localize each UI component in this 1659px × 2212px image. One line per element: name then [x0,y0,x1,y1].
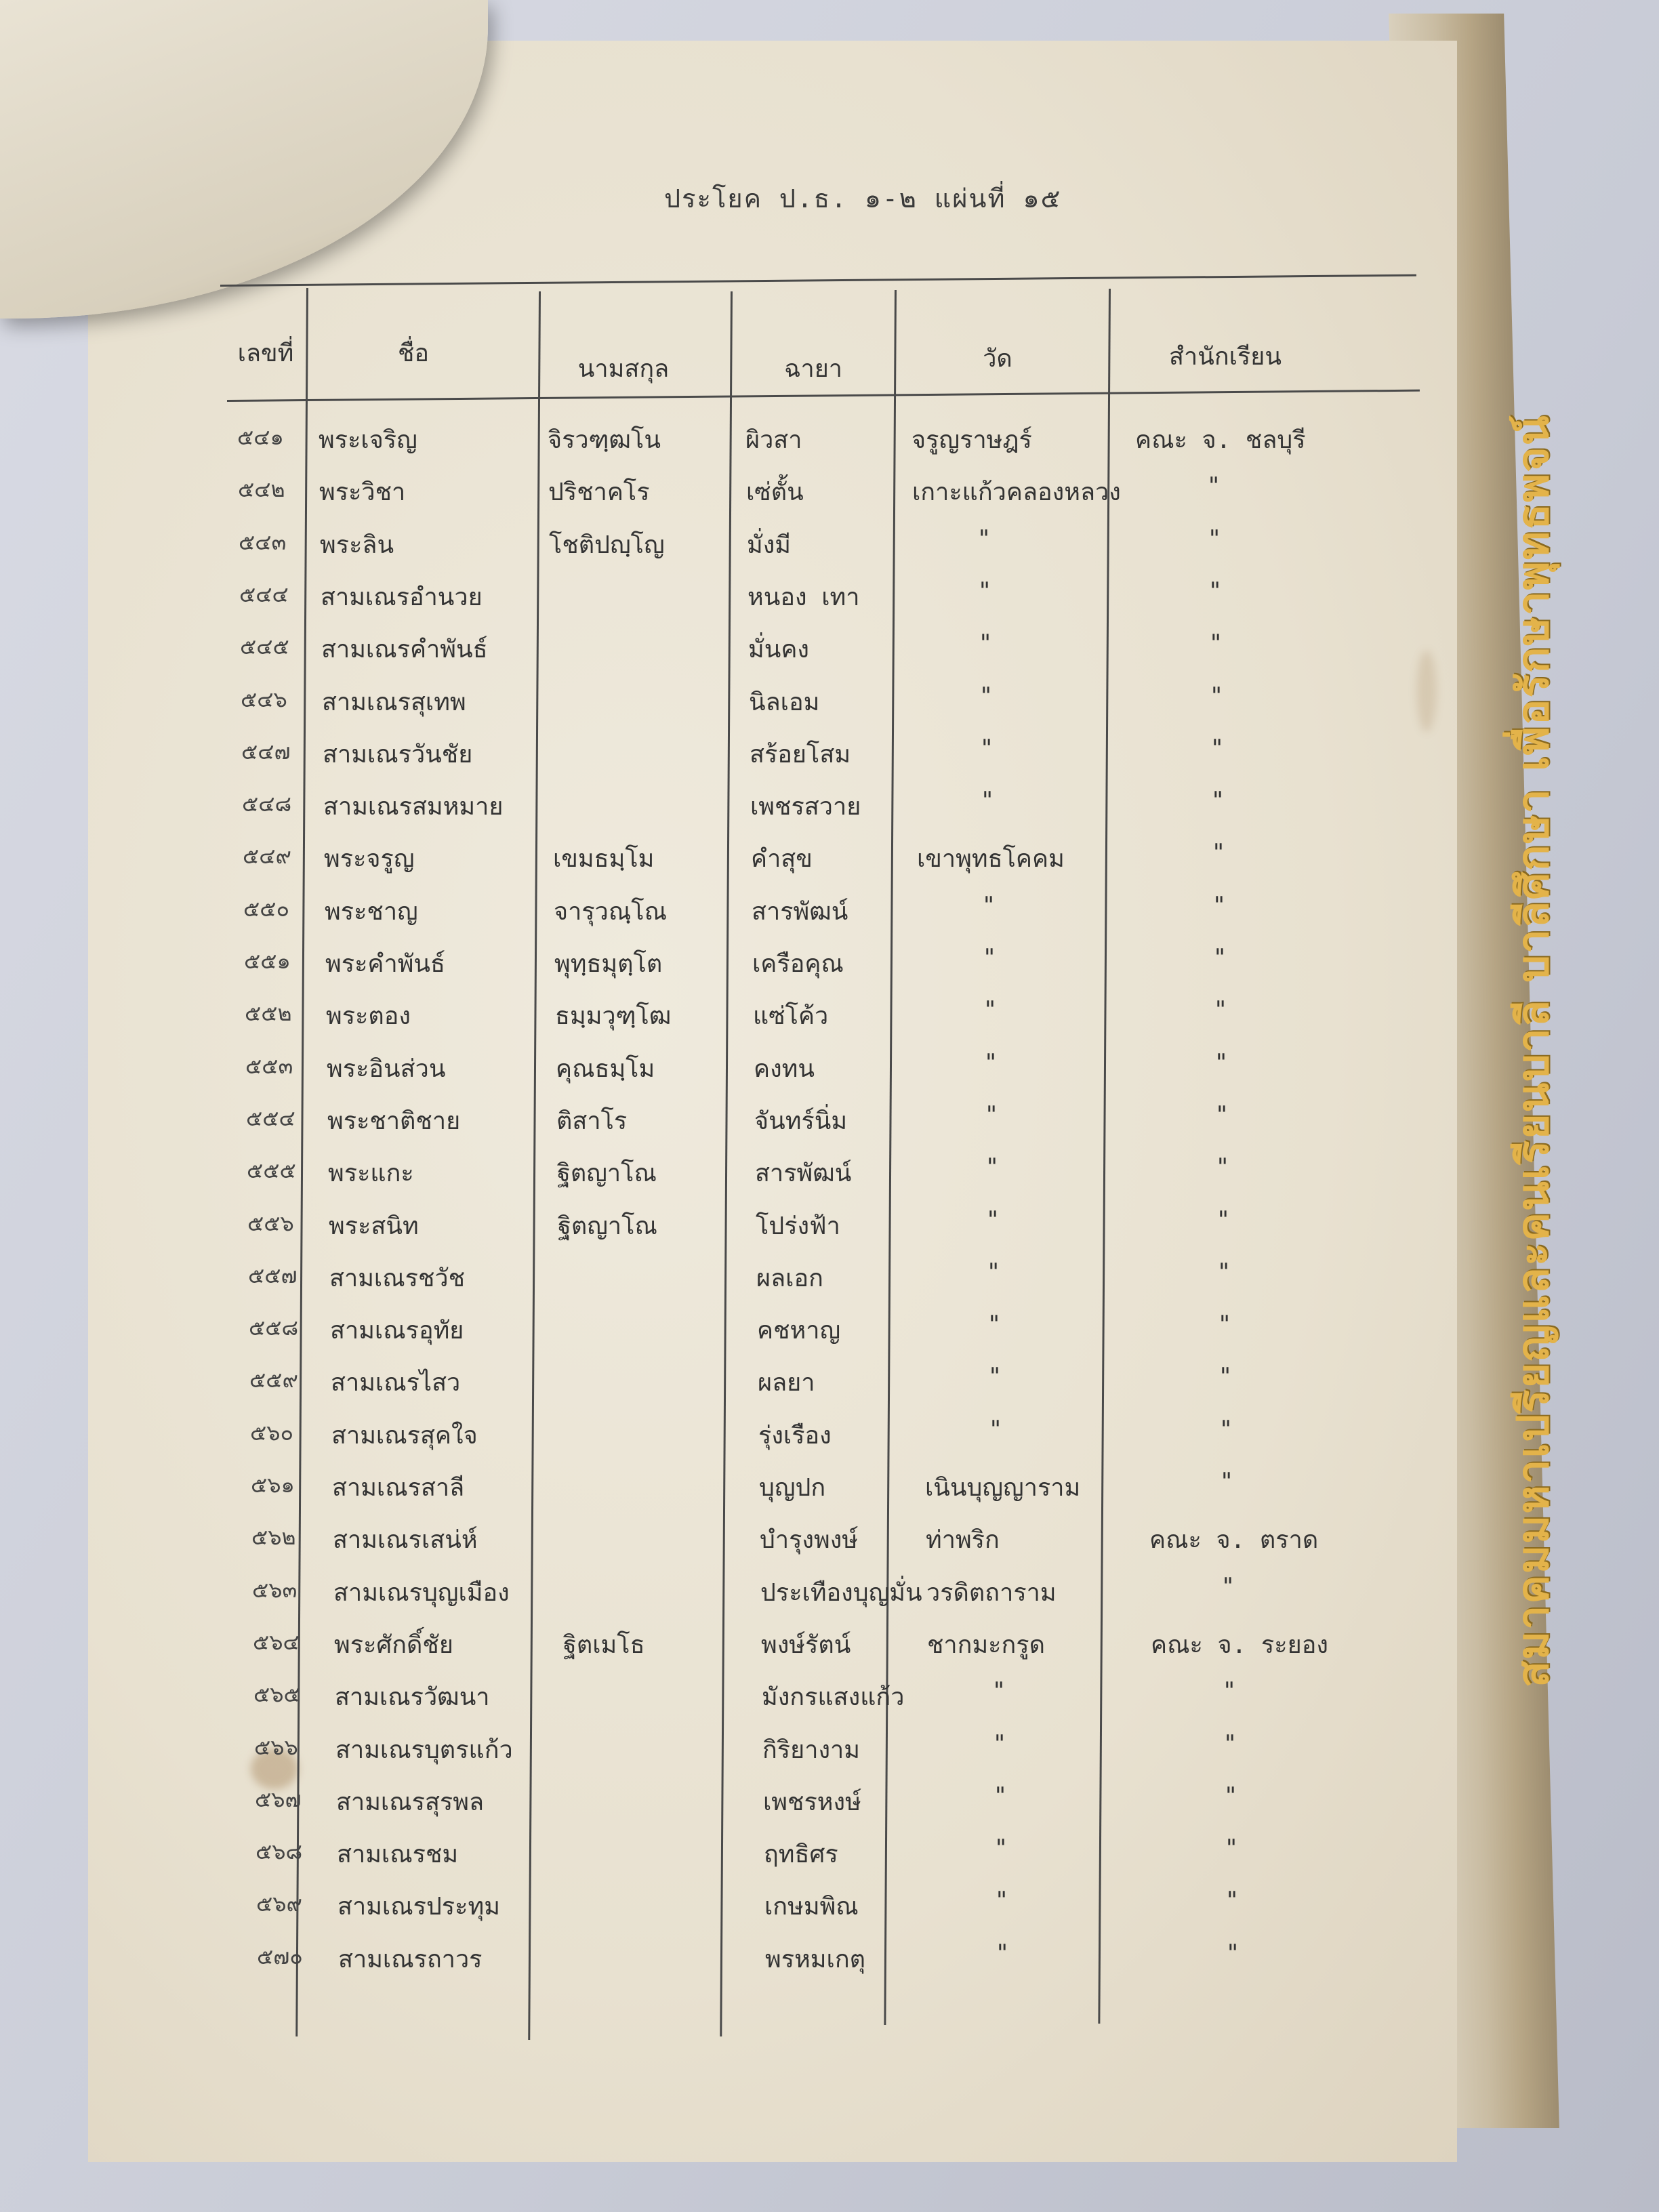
cell-wat: " [977,525,991,552]
cell-surname: ติสาโร [556,1107,628,1135]
cell-school: " [1221,1572,1235,1600]
cell-number: ๕๖๙ [256,1891,302,1917]
cell-number: ๕๕๕ [247,1158,296,1184]
cell-number: ๕๔๙ [243,843,291,869]
cell-number: ๕๔๘ [242,791,292,817]
cell-number: ๕๖๖ [254,1734,298,1760]
cell-name: พระจรูญ [324,845,415,874]
cell-wat: ชากมะกรูด [927,1631,1046,1659]
cell-wat: " [987,1363,1002,1391]
cell-school: " [1214,1048,1229,1076]
cell-name: สามเณรถาวร [338,1945,483,1973]
cell-school: " [1215,1153,1230,1181]
cell-number: ๕๕๐ [243,895,289,922]
cell-chaya: กิริยางาม [762,1736,860,1764]
cell-wat: วรดิตถาราม [926,1578,1057,1607]
cell-chaya: พรหมเกตุ [765,1945,866,1973]
cell-school: " [1223,1729,1237,1757]
cell-wat: " [981,891,996,919]
cell-name: สามเณรวันชัย [323,740,473,769]
cell-school: " [1208,577,1223,605]
cell-surname: โชติปญฺโญ [549,531,665,559]
cell-chaya: มั่งมี [747,531,792,559]
header-number: เลขที่ [237,340,294,367]
cell-name: สามเณรชม [337,1841,459,1869]
cell-name: สามเณรสาลี [332,1474,465,1502]
cell-number: ๕๔๓ [239,529,287,555]
cell-chaya: สร้อยโสม [750,740,851,769]
cell-surname: พุทฺธมุตฺโต [554,950,663,978]
cell-name: พระศักดิ์ชัย [334,1631,453,1659]
cell-wat: " [982,944,997,971]
cell-number: ๕๖๕ [253,1681,300,1708]
cell-name: พระสนิท [329,1212,419,1240]
cell-number: ๕๔๗ [241,738,291,764]
cell-school: คณะ จ. ชลบุรี [1135,426,1306,454]
cell-school: " [1210,734,1225,762]
cell-number: ๕๔๖ [241,686,287,712]
cell-chaya: แซ่โค้ว [753,1002,829,1031]
document-title: ประโยค ป.ธ. ๑-๒ แผ่นที่ ๑๕ [664,184,1062,213]
cell-wat: " [988,1415,1003,1443]
cell-school: " [1224,1835,1239,1862]
cell-wat: เขาพุทธโคคม [917,845,1065,874]
cell-school: " [1212,891,1227,919]
cell-number: ๕๔๕ [240,634,289,660]
cell-wat: " [993,1782,1008,1809]
cell-school: คณะ จ. ระยอง [1151,1631,1328,1659]
cell-chaya: ผลยา [758,1369,815,1397]
cell-surname: ฐิตญาโณ [558,1212,657,1240]
cell-school: " [1218,1363,1233,1391]
cell-name: พระวิชา [319,478,406,507]
cell-name: สามเณรประทุม [337,1893,500,1921]
cell-wat: " [978,630,993,657]
cell-surname: คุณธมฺโม [556,1054,655,1083]
cell-name: สามเณรสุเทพ [322,688,466,716]
cell-wat: " [994,1835,1008,1862]
cell-number: ๕๕๑ [244,948,291,974]
cell-name: สามเณรคำพันธ์ [321,636,488,664]
cell-number: ๕๖๔ [253,1629,300,1655]
cell-number: ๕๖๓ [252,1576,298,1603]
cell-wat: " [987,1311,1002,1338]
cell-name: พระชาญ [325,897,418,926]
cell-name: สามเณรอุทัย [330,1317,464,1345]
cell-chaya: มังกรแสงแก้ว [762,1683,905,1712]
cell-number: ๕๔๔ [239,581,289,607]
cell-school: " [1210,787,1225,815]
cell-chaya: เซ่ตั้น [746,478,804,507]
cell-name: พระลิน [320,531,394,559]
cell-school: " [1225,1887,1240,1914]
cell-name: สามเณรบุญเมือง [333,1578,510,1607]
cell-chaya: โปร่งฟ้า [756,1212,840,1240]
cell-school: " [1214,1101,1229,1128]
cell-wat: เนินบุญญาราม [925,1474,1081,1502]
cell-wat: " [994,1887,1009,1914]
cell-chaya: พงษ์รัตน์ [761,1631,851,1659]
cell-surname: ฐิตญาโณ [557,1160,657,1188]
cell-wat: " [986,1258,1001,1286]
cell-wat: " [977,577,992,605]
cell-wat: ท่าพริก [926,1526,1000,1555]
cell-school: " [1216,1258,1231,1286]
cell-school: " [1222,1677,1237,1705]
cell-chaya: บำรุงพงษ์ [760,1526,859,1555]
cell-number: ๕๖๘ [255,1839,303,1865]
cell-name: สามเณรไสว [331,1369,461,1397]
cell-name: พระเจริญ [319,426,417,454]
cell-number: ๕๕๒ [245,1000,292,1027]
cell-chaya: จันทร์นิ่ม [754,1107,848,1135]
cell-number: ๕๕๓ [245,1052,293,1079]
cell-school: " [1223,1782,1238,1809]
cell-school: " [1218,1415,1233,1443]
cell-surname: ปริชาคโร [548,478,650,507]
cell-name: สามเณรสุคใจ [331,1421,478,1450]
cell-school: " [1216,1206,1231,1233]
header-chaya: ฉายา [783,355,843,383]
cell-chaya: เครือคุณ [752,950,844,978]
stain [1416,651,1437,732]
cell-school: " [1209,682,1224,710]
cell-name: พระตอง [326,1002,411,1031]
cell-chaya: ประเทืองบุญมั่น [760,1578,922,1607]
cell-chaya: คำสุข [751,845,813,874]
cell-school: " [1207,525,1222,552]
cell-name: พระคำพันธ์ [325,950,446,978]
cell-chaya: ฤทธิศร [764,1841,838,1869]
cell-wat: " [983,996,998,1024]
cell-number: ๕๔๒ [238,476,285,503]
cell-school: " [1217,1311,1232,1338]
cell-chaya: บุญปก [759,1474,826,1502]
cell-wat: " [980,787,995,815]
header-surname: นามสกุล [577,355,670,383]
cell-chaya: ผลเอก [756,1264,823,1292]
cell-school: " [1225,1939,1240,1967]
cell-chaya: เพชรสวาย [750,793,861,821]
cell-chaya: มั่นคง [748,636,809,664]
cell-wat: " [995,1939,1010,1967]
cell-surname: ฐิตเมโธ [563,1631,645,1659]
cell-school: คณะ จ. ตราด [1149,1526,1319,1555]
header-name: ชื่อ [397,340,430,367]
cell-name: สามเณรชวัช [329,1264,466,1292]
cell-number: ๕๖๐ [250,1419,294,1446]
cell-wat: " [985,1153,1000,1181]
cell-school: " [1219,1468,1234,1495]
cell-chaya: ผิวสา [745,426,802,454]
cell-number: ๕๖๒ [251,1524,296,1551]
cell-name: สามเณรอำนวย [321,583,483,611]
cell-wat: เกาะแก้วคลองหลวง [912,478,1121,507]
cell-name: สามเณรสมหมาย [323,793,504,821]
cell-surname: จารุวณฺโณ [554,897,667,926]
cell-wat: " [992,1729,1007,1757]
cell-wat: " [991,1677,1006,1705]
cell-school: " [1206,472,1221,500]
cell-wat: " [984,1101,999,1128]
cell-name: สามเณรสุรพล [336,1788,485,1816]
cell-number: ๕๖๗ [255,1786,302,1812]
cell-chaya: หนอง เทา [747,583,860,611]
cell-surname: เขมธมฺโม [553,845,655,874]
cell-name: พระแกะ [328,1160,414,1188]
cell-chaya: คงทน [754,1054,815,1083]
cell-school: " [1208,630,1223,657]
header-wat: วัด [983,345,1012,373]
cell-wat: " [983,1048,998,1076]
cell-chaya: สารพัฒน์ [752,897,848,926]
cell-number: ๕๖๑ [251,1472,295,1498]
cell-school: " [1212,944,1227,971]
cell-wat: " [979,682,994,710]
cell-school: " [1213,996,1228,1024]
cell-name: พระชาติชาย [327,1107,461,1135]
cell-chaya: คชหาญ [757,1317,841,1345]
cell-name: สามเณรวัฒนา [335,1683,490,1712]
cell-chaya: เกษมพิณ [764,1893,859,1921]
cell-number: ๕๕๖ [247,1210,294,1236]
cell-chaya: รุ่งเรือง [758,1421,832,1450]
cell-surname: จิรวฑฺฒโน [548,426,661,454]
cell-wat: จรูญราษฎร์ [912,426,1032,454]
cell-surname: ธมฺมวุฑฺโฒ [555,1002,672,1031]
cell-chaya: สารพัฒน์ [755,1160,852,1188]
cell-number: ๕๕๘ [249,1315,299,1341]
cell-number: ๕๗๐ [257,1943,303,1969]
cell-wat: " [979,734,994,762]
watermark-text: สมาคมมหาเปรียญและคนเรียนบาลี บาลีศึกษา เพื่อรักษาพุทธพจน์ [1509,414,1559,1687]
cell-name: พระอินส่วน [327,1054,446,1083]
cell-chaya: นิลเอม [749,688,820,716]
cell-chaya: เพชรหงษ์ [763,1788,861,1816]
cell-wat: " [985,1206,1000,1233]
cell-number: ๕๕๙ [249,1367,298,1393]
cell-number: ๕๕๗ [248,1262,298,1288]
cell-number: ๕๔๑ [237,424,284,450]
cell-name: สามเณรบุตรแก้ว [335,1736,513,1764]
cell-name: สามเณรเสน่ห์ [333,1526,478,1555]
cell-school: " [1211,839,1226,867]
cell-number: ๕๕๔ [246,1105,295,1131]
header-school: สำนักเรียน [1169,343,1282,371]
